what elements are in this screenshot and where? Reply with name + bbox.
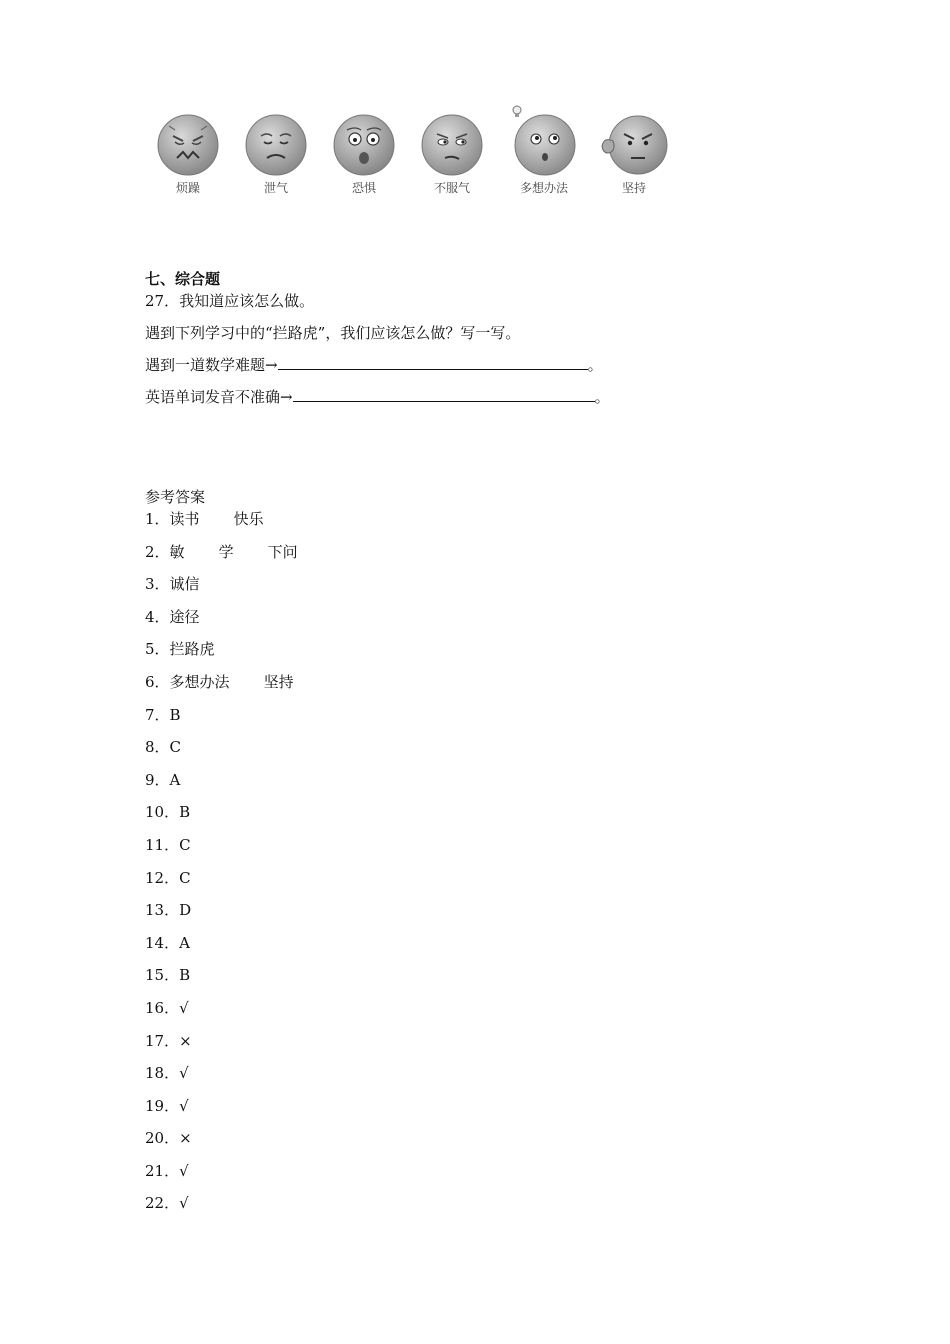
answer-item bbox=[145, 1192, 298, 1225]
answer-text: 学 bbox=[218, 542, 234, 561]
face-determined bbox=[596, 112, 672, 196]
answer-item bbox=[145, 736, 298, 769]
answers-title: 参考答案 bbox=[145, 488, 206, 506]
face-discouraged bbox=[238, 112, 314, 196]
reference-answers bbox=[145, 486, 298, 1225]
defiant-face-icon bbox=[419, 112, 485, 178]
answer-number: 17． bbox=[145, 1031, 180, 1050]
answer-item bbox=[145, 997, 298, 1030]
face-label: 坚持 bbox=[621, 181, 646, 195]
answer-text: D bbox=[179, 901, 192, 920]
answer-number: 18． bbox=[145, 1064, 180, 1083]
answer-text: 快乐 bbox=[233, 510, 264, 528]
answer-item bbox=[145, 606, 298, 639]
answer-item bbox=[145, 1062, 298, 1095]
answer-text: C bbox=[179, 835, 191, 854]
question-item-2 bbox=[145, 386, 845, 408]
answer-number: 22． bbox=[145, 1194, 180, 1213]
answer-item bbox=[145, 867, 298, 900]
answer-text: √ bbox=[179, 1161, 189, 1180]
answer-item bbox=[145, 1095, 298, 1128]
answer-blank-2[interactable] bbox=[293, 387, 595, 402]
answer-item bbox=[145, 801, 298, 834]
answer-text: 途径 bbox=[169, 607, 200, 626]
discouraged-face-icon bbox=[243, 112, 309, 178]
answer-text: 下问 bbox=[267, 542, 298, 561]
answer-text: B bbox=[179, 966, 191, 985]
answer-number: 3． bbox=[145, 575, 170, 594]
answer-number: 16． bbox=[145, 998, 180, 1017]
answer-number: 11． bbox=[145, 835, 180, 854]
face-label: 泄气 bbox=[263, 181, 288, 195]
answer-text: √ bbox=[179, 1064, 189, 1083]
answer-number: 6． bbox=[145, 672, 170, 691]
answer-text: × bbox=[179, 1129, 192, 1148]
answer-text: √ bbox=[179, 998, 189, 1017]
answer-number: 14． bbox=[145, 933, 180, 952]
fearful-face-icon bbox=[331, 112, 397, 178]
answer-text: A bbox=[179, 933, 190, 952]
item-1-suffix: 。 bbox=[587, 356, 603, 374]
answer-text: × bbox=[179, 1031, 192, 1050]
answer-item bbox=[145, 834, 298, 867]
emotion-faces-row bbox=[150, 112, 680, 212]
answer-number: 10． bbox=[145, 803, 180, 822]
answer-number: 5． bbox=[145, 640, 170, 659]
answer-text: 敏 bbox=[169, 542, 185, 561]
answer-item bbox=[145, 508, 298, 541]
answer-item bbox=[145, 932, 298, 965]
answer-number: 19． bbox=[145, 1096, 180, 1115]
answer-number: 15． bbox=[145, 966, 180, 985]
answer-number: 13． bbox=[145, 901, 180, 920]
item-2-suffix: 。 bbox=[594, 388, 610, 406]
answer-number: 12． bbox=[145, 868, 180, 887]
answer-number: 21． bbox=[145, 1161, 180, 1180]
face-defiant bbox=[414, 112, 490, 196]
face-label: 烦躁 bbox=[175, 181, 200, 195]
answer-item bbox=[145, 899, 298, 932]
answer-number: 2． bbox=[145, 542, 170, 561]
thinking-face-icon bbox=[509, 104, 579, 178]
answer-number: 1． bbox=[145, 510, 170, 528]
answer-text: B bbox=[169, 705, 181, 724]
answer-text: √ bbox=[179, 1096, 189, 1115]
answer-item bbox=[145, 704, 298, 737]
answer-item bbox=[145, 1127, 298, 1160]
comprehensive-section bbox=[145, 268, 845, 408]
question-item-1 bbox=[145, 354, 845, 376]
answer-item bbox=[145, 964, 298, 997]
answer-text: 诚信 bbox=[169, 575, 200, 594]
section-title: 七、综合题 bbox=[145, 270, 221, 288]
answer-item bbox=[145, 1030, 298, 1063]
question-27: 27．我知道应该怎么做。 bbox=[145, 292, 315, 310]
answer-list bbox=[145, 508, 298, 1225]
answer-item bbox=[145, 541, 298, 574]
face-thinking bbox=[506, 104, 582, 196]
face-label: 不服气 bbox=[433, 181, 470, 195]
face-annoyed bbox=[150, 112, 226, 196]
question-instruction: 遇到下列学习中的“拦路虎”，我们应该怎么做？写一写。 bbox=[145, 324, 521, 342]
answer-item bbox=[145, 573, 298, 606]
answer-text: √ bbox=[179, 1194, 189, 1213]
answer-text: A bbox=[169, 770, 181, 789]
answer-item bbox=[145, 638, 298, 671]
answer-blank-1[interactable] bbox=[278, 355, 588, 370]
answer-text: 坚持 bbox=[263, 672, 294, 691]
answer-item bbox=[145, 671, 298, 704]
item-1-prefix: 遇到一道数学难题→ bbox=[145, 356, 278, 374]
answer-number: 9． bbox=[145, 770, 170, 789]
answer-number: 8． bbox=[145, 738, 170, 757]
face-label: 恐惧 bbox=[351, 181, 376, 195]
answer-item bbox=[145, 1160, 298, 1193]
answer-text: C bbox=[179, 868, 191, 887]
annoyed-face-icon bbox=[155, 112, 221, 178]
answer-number: 7． bbox=[145, 705, 170, 724]
item-2-prefix: 英语单词发音不准确→ bbox=[145, 388, 293, 406]
answer-number: 4． bbox=[145, 607, 170, 626]
answer-text: 拦路虎 bbox=[169, 640, 215, 659]
answer-text: B bbox=[179, 803, 191, 822]
face-label: 多想办法 bbox=[519, 181, 568, 195]
answer-text: 读书 bbox=[169, 510, 200, 528]
answer-text: 多想办法 bbox=[169, 672, 230, 691]
face-fearful bbox=[326, 112, 402, 196]
answer-text: C bbox=[169, 738, 182, 757]
determined-face-icon bbox=[598, 112, 670, 178]
answer-number: 20． bbox=[145, 1129, 180, 1148]
answer-item bbox=[145, 769, 298, 802]
